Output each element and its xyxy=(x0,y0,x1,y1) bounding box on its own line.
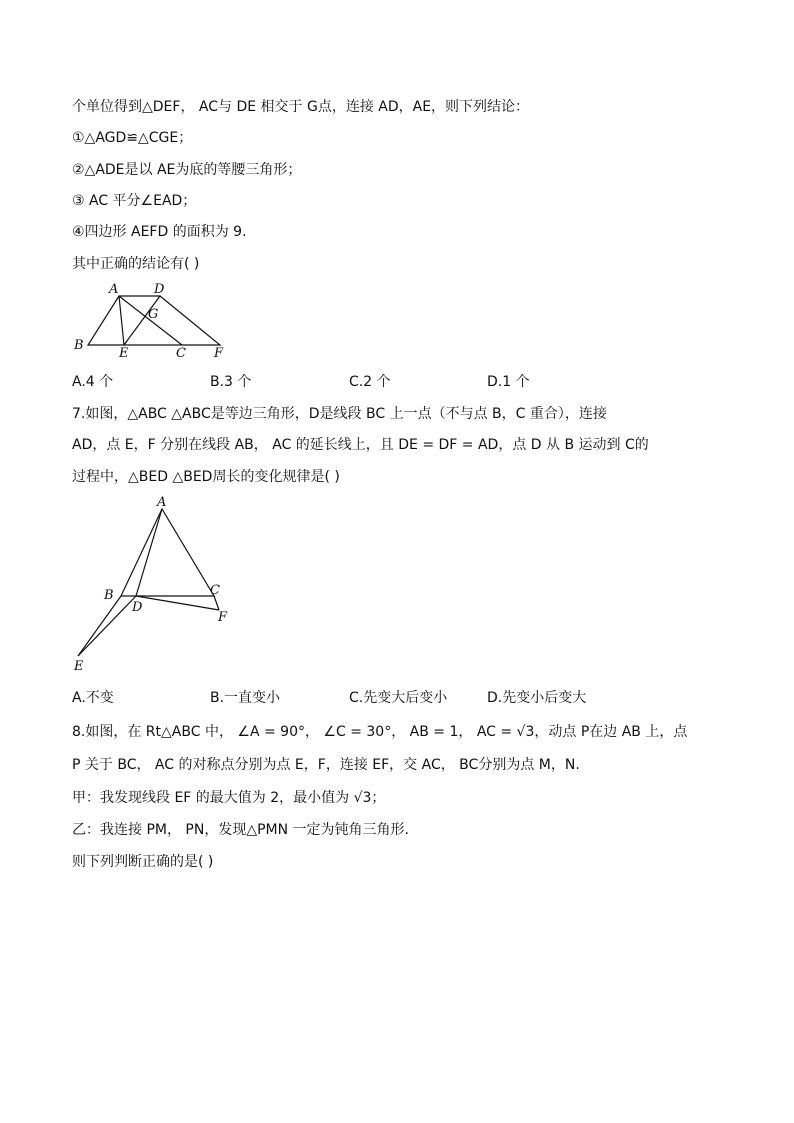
q6-label-B: B xyxy=(74,338,84,353)
q6-label-F: F xyxy=(214,346,224,360)
q7-segment-DE xyxy=(78,596,136,656)
q7-option-a[interactable]: A.不变 xyxy=(72,690,114,706)
q6-option-a[interactable]: A.4 个 xyxy=(72,374,114,390)
q6-label-C: C xyxy=(176,346,186,360)
q7-label-D: D xyxy=(132,600,143,615)
q7-segment-BE xyxy=(78,596,121,656)
q6-label-A: A xyxy=(109,282,119,297)
q7-line-1: 7.如图，△ABC △ABC是等边三角形，D是线段 BC 上一点（不与点 B，C 重合），连接 xyxy=(72,406,607,422)
q7-option-b[interactable]: B.一直变小 xyxy=(210,690,281,706)
q7-figure xyxy=(68,490,248,680)
q8-question: 则下列判断正确的是( ) xyxy=(72,854,214,870)
q7-label-A: A xyxy=(157,495,167,510)
q6-figure xyxy=(68,280,238,360)
q7-label-E: E xyxy=(74,659,84,674)
q6-option-b[interactable]: B.3 个 xyxy=(210,374,252,390)
q7-line-3: 过程中，△BED △BED周长的变化规律是( ) xyxy=(72,469,340,485)
q7-label-B: B xyxy=(104,588,114,603)
q7-segment-CF xyxy=(214,596,219,610)
q6-label-D: D xyxy=(154,282,165,297)
q6-question: 其中正确的结论有( ) xyxy=(72,256,200,272)
q6-intro: 个单位得到△DEF， AC与 DE 相交于 G点，连接 AD，AE，则下列结论： xyxy=(72,99,530,115)
q7-option-c[interactable]: C.先变大后变小 xyxy=(349,690,448,706)
q8-line-2: P 关于 BC， AC 的对称点分别为点 E，F，连接 EF，交 AC， BC分别为点 M，N. xyxy=(72,757,580,773)
q7-segment-AD xyxy=(136,509,162,596)
q7-label-C: C xyxy=(210,583,220,598)
q6-option-d[interactable]: D.1 个 xyxy=(487,374,530,390)
q6-label-G: G xyxy=(148,307,159,322)
q7-line-2: AD，点 E，F 分别在线段 AB， AC 的延长线上，且 DE = DF = AD，点 D 从 B 运动到 C的 xyxy=(72,437,649,453)
q7-triangle-ABC xyxy=(121,509,214,596)
q7-label-F: F xyxy=(218,610,228,625)
q6-statement-2: ②△ADE是以 AE为底的等腰三角形； xyxy=(72,162,302,178)
q7-segment-DF xyxy=(136,596,219,610)
q8-line-1: 8.如图，在 Rt△ABC 中， ∠A = 90°， ∠C = 30°， AB = 1， AC = √3，动点 P在边 AB 上，点 xyxy=(72,724,688,740)
q6-label-E: E xyxy=(119,346,129,360)
q6-segment-AE xyxy=(119,296,124,345)
q8-statement-yi: 乙：我连接 PM， PN，发现△PMN 一定为钝角三角形. xyxy=(72,822,409,838)
q6-statement-1: ①△AGD≌△CGE； xyxy=(72,130,193,146)
q6-statement-4: ④四边形 AEFD 的面积为 9. xyxy=(72,224,247,240)
q6-option-c[interactable]: C.2 个 xyxy=(349,374,391,390)
q8-statement-jia: 甲：我发现线段 EF 的最大值为 2，最小值为 √3； xyxy=(72,790,386,806)
q6-statement-3: ③ AC 平分∠EAD； xyxy=(72,193,197,209)
q7-option-d[interactable]: D.先变小后变大 xyxy=(487,690,587,706)
